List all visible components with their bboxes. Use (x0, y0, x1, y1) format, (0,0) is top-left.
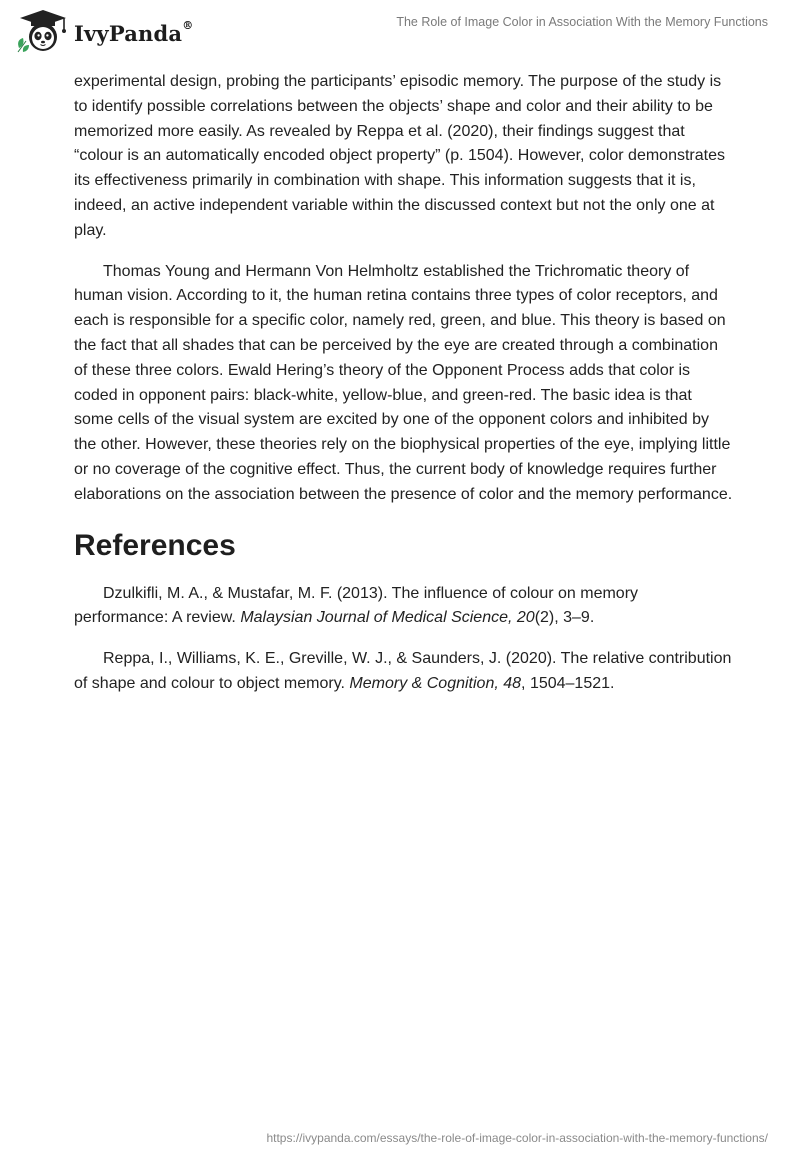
references-heading: References (74, 528, 236, 562)
reference-journal: Malaysian Journal of Medical Science, 20 (240, 609, 535, 627)
reference-item (74, 582, 734, 632)
logo-text: IvyPanda® (74, 18, 194, 46)
reference-text: Reppa, I., Williams, K. E., Greville, W. J., & Saunders, J. (2020). The relative contribution of shape and colour to object memory. (74, 650, 732, 692)
reference-item (74, 647, 734, 697)
essay-content (74, 70, 734, 713)
registered-mark: ® (182, 18, 194, 32)
body-paragraph-1: experimental design, probing the participants’ episodic memory. The purpose of the study is to identify possible correlations between the objects’ shape and color and their ability to be memorized more easily. As revealed by Reppa et al. (2020), their findings suggest that “colour is an automatically encoded object property” (p. 1504). However, color demonstrates its effectiveness primarily in combination with shape. This information suggests that it is, indeed, an active independent variable within the discussed context but not the only one at play. (74, 73, 725, 239)
panda-logo-icon (14, 8, 72, 54)
body-paragraph-2: Thomas Young and Hermann Von Helmholtz established the Trichromatic theory of human vision. According to it, the human retina contains three types of color receptors, and each is responsible for a specific color, namely red, green, and blue. This theory is based on the fact that all shades that can be perceived by the eye are created through a combination of these three colors. Ewald Hering’s theory of the Opponent Process adds that color is coded in opponent pairs: black-white, yellow-blue, and green-red. The basic idea is that some cells of the visual system are excited by one of the opponent colors and inhibited by the other. However, these theories rely on the biophysical properties of the eye, implying little or no coverage of the cognitive effect. Thus, the current body of knowledge requires further elaborations on the association between the presence of color and the memory performance. (74, 262, 733, 503)
reference-journal: Memory & Cognition, 48 (349, 674, 522, 692)
page-header (0, 0, 800, 60)
document-title: The Role of Image Color in Association With the Memory Functions (396, 15, 768, 29)
reference-details: (2), 3–9. (534, 609, 595, 627)
source-url-link[interactable]: https://ivypanda.com/essays/the-role-of-image-color-in-association-with-the-memory-functions/ (266, 1131, 768, 1145)
ivypanda-logo[interactable] (14, 8, 193, 54)
reference-details: , 1504–1521. (521, 674, 615, 692)
reference-text: Dzulkifli, M. A., & Mustafar, M. F. (2013). The influence of colour on memory performance: A review. (74, 584, 639, 627)
